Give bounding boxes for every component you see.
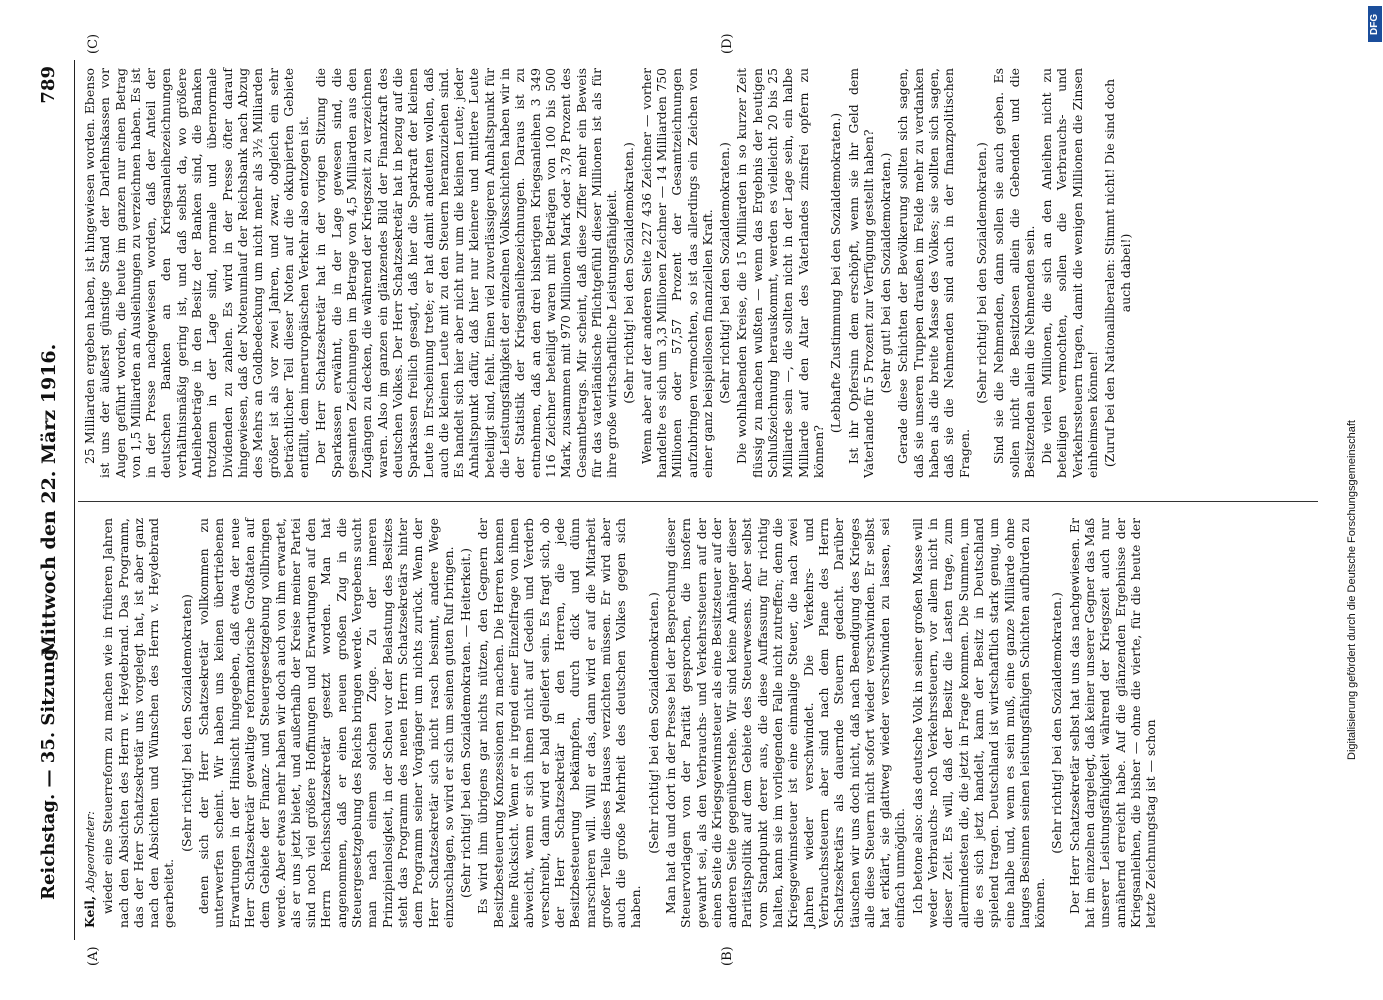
digitization-note: Digitalisierung gefördert durch die Deutsche Forschungsgemeinschaft (1346, 420, 1358, 760)
paragraph: denen sich der Herr Schatzsekretär vollkommen zu unterwerfen scheint. Wir haben uns keinen übertriebenen Erwartungen in der Hinsicht hingegeben, daß etwa der neue Herr Schatzsekretär gewaltige reformatorische Großtaten auf dem Gebiete der Finanz- und Steuergesetzgebung vollbringen werde. Aber etwas mehr haben wir doch auch von ihm erwartet, als er uns jetzt bietet, und außerhalb der Kreise meiner Partei sind noch viel größere Hoffnungen und Erwartungen auf den Herrn Reichsschatzsekretär gesetzt worden. Man hat angenommen, daß er einen neuen großen Zug in die Steuergesetzgebung des Reichs bringen werde. Vergebens sucht man nach einem solchen Zuge. Zu der inneren Prinzipienlosigkeit, in der Scheu vor der Belastung des Besitzes steht das Programm des neuen Herrn Schatzsekretärs hinter dem Programm seiner Vorgänger um nichts zurück. Wenn der Herr Schatzsekretär sich nicht rasch besinnt, andere Wege einzuschlagen, so wird er sich um seinen guten Ruf bringen. (196, 518, 456, 928)
column-divider (78, 501, 1318, 502)
right-column (82, 68, 1135, 478)
paragraph: Ist ihr Opfersinn dem erschöpft, wenn sie ihr Geld dem Vaterlande für 5 Prozent zur Verfügung gestellt haben? (845, 68, 876, 478)
header-rule (74, 60, 75, 940)
paragraph: Es wird ihm übrigens gar nichts nützen, den Gegnern der Besitzbesteuerung Konzessionen zu machen. Die Herren kennen keine Rücksicht. Wenn er in irgend einer Einzelfrage von ihnen abweicht, wenn er sich ihnen nicht auf Gedeih und Verderb verschreibt, dann wird er bald geliefert sein. Es fragt sich, ob der Herr Schatzsekretär in den Herren, die jede Besitzbesteuerung bekämpfen, durch dick und dünn marschieren will. Will er das, dann wird er auf die Mitarbeit großer Teile dieses Hauses verzichten müssen. Er wird aber auch die große Mehrheit des deutschen Volkes gegen sich haben. (475, 518, 644, 928)
speaker-line (82, 518, 98, 928)
interjection: (Lebhafte Zustimmung bei den Sozialdemokraten.) (828, 112, 844, 434)
paragraph: Die vielen Millionen, die sich an den Anleihen nicht zu beteiligen vermochten, sollen die Verbrauchs- und Verkehrssteuern tragen, damit die wenigen Millionen die Zinsen einheimsen können! (1039, 68, 1100, 478)
paragraph: Gerade diese Schichten der Bevölkerung sollten sich sagen, daß sie unseren Truppen draußen im Felde mehr zu verdanken haben als die breite Masse des Volkes; sie sollten sich sagen, daß sie die Nehmenden sind auch in der finanzpolitischen Fragen. (895, 68, 972, 478)
paragraph: Wenn aber auf der anderen Seite 227 436 Zeichner — vorher handelte es sich um 3,3 Millionen Zeichner — 14 Milliarden 750 Millionen oder 57,57 Prozent der Gesamtzeichnungen aufzubringen vermochten, so ist das allerdings ein Zeichen von einer ganz beispiellosen finanziellen Kraft. (638, 68, 715, 478)
paragraph: Man hat da und dort in der Presse bei der Besprechung dieser Steuervorlagen von der Parität gesprochen, die insofern gewahrt sei, als den Verbrauchs- und Verkehrssteuern auf der einen Seite die Kriegsgewinnsteuer als eine Besitzsteuer auf der anderen Seite gegenüberstehe. Wir sind keine Anhänger dieser Paritätspolitik auf dem Gebiete des Steuerwesens. Aber selbst vom Standpunkt derer aus, die diese Auffassung für richtig halten, kann sie im vorliegenden Falle nicht zutreffen; denn die Kriegsgewinnsteuer ist eine einmalige Steuer, die nach zwei Jahren wieder verschwindet. Die Verkehrs- und Verbrauchssteuern aber sind nach dem Plane des Herrn Schatzsekretärs als dauernde Steuern gedacht. Darüber täuschen wir uns doch nicht, daß nach Beendigung des Krieges alle diese Steuern nicht sofort wieder verschwinden. Er selbst hat erklärt, sie glattweg wieder verschwinden zu lassen, sei einfach unmöglich. (662, 518, 908, 928)
speaker-role: Abgeordneter: (84, 810, 97, 892)
interjection: (Sehr richtig! bei den Sozialdemokraten.) (1049, 592, 1065, 854)
interjection: (Sehr gut! bei den Sozialdemokraten.) (878, 152, 894, 394)
paragraph: wieder eine Steuerreform zu machen wie in früheren Jahren nach den Absichten des Herrn v. Heydebrand. Das Programm, das der Herr Schatzsekretär uns vorgelegt hat, ist aber ganz nach den Absichten und Wünschen des Herrn v. Heydebrand gearbeitet. (100, 518, 177, 928)
header-session-title: Reichstag. — 35. Sitzung. (38, 642, 59, 900)
interjection: (Sehr richtig! bei den Sozialdemokraten.) (621, 142, 637, 404)
paragraph: Der Herr Schatzsekretär selbst hat uns das nachgewiesen. Er hat im einzelnen dargelegt, daß keiner unserer Gegner das Maß unserer Leistungsfähigkeit während der Kriegszeit auch nur annähernd erreicht habe. Auf die glänzenden Ergebnisse der Kriegsanleihen, die bisher — ohne die vierte, für die heute der letzte Zeichnungstag ist — schon (1066, 518, 1159, 928)
margin-marker-d: (D) (720, 33, 735, 54)
page-header (30, 60, 70, 940)
interjection: (Sehr richtig! bei den Sozialdemokraten. — Heiterkeit.) (458, 548, 474, 898)
header-date: Mittwoch den 22. März 1916. (38, 343, 60, 657)
interjection: (Zuruf bei den Nationalliberalen: Stimmt nicht! Die sind doch auch dabei!) (1102, 78, 1133, 468)
page-number: 789 (38, 66, 59, 104)
dfg-logo: DFG (1368, 6, 1382, 42)
speaker-name: Keil, (82, 895, 97, 928)
margin-marker-b: (B) (720, 946, 735, 966)
margin-marker-a: (A) (86, 946, 101, 966)
margin-marker-c: (C) (86, 33, 101, 54)
left-column (82, 518, 1160, 928)
interjection: (Sehr richtig! bei den Sozialdemokraten) (178, 594, 194, 852)
paragraph: Sind sie die Nehmenden, dann sollen sie auch geben. Es sollen nicht die Besitzlosen allein die Gebenden und die Besitzenden allein die Nehmenden sein. (991, 68, 1037, 478)
interjection: (Sehr richtig! bei den Sozialdemokraten.) (645, 592, 661, 854)
paragraph: Der Herr Schatzsekretär hat in der vorigen Sitzung die Sparkassen erwähnt, die in der Lage gewesen sind, die gesamten Zeichnungen im Betrage von 4,5 Milliarden aus den Zugängen zu decken, die während der Kriegszeit zu verzeichnen waren. Also im ganzen ein glänzendes Bild der Finanzkraft des deutschen Volkes. Der Herr Schatzsekretär hat in bezug auf die Sparkassen freilich gesagt, daß hier die Sparkraft der kleinen Leute in Erscheinung trete; er hat damit andeuten wollen, daß auch die kleinen Leute mit zu den Steuern heranzuziehen sind. Es handelt sich hier aber nicht nur um die kleinen Leute; jeder Anhaltspunkt dafür, daß hier nur kleinere und mittlere Leute beteiligt sind, fehlt. Einen viel zuverlässigeren Anhaltspunkt für die Leistungsfähigkeit der einzelnen Volksschichten haben wir in der Statistik der Kriegsanleihezeichnungen. Daraus ist zu entnehmen, daß an den drei bisherigen Kriegsanleihen 3 349 116 Zeichner beteiligt waren mit Beträgen von 100 bis 500 Mark, zusammen mit 970 Millionen Mark oder 3,78 Prozent des Gesamtbetrags. Mir scheint, daß diese Ziffer mehr ein Beweis für das vaterländische Pflichtgefühl dieser Millionen ist als für ihre große wirtschaftliche Leistungsfähigkeit. (313, 68, 620, 478)
interjection: (Sehr richtig! bei den Sozialdemokraten.) (973, 142, 989, 404)
paragraph: Ich betone also: das deutsche Volk in seiner großen Masse will weder Verbrauchs- noch Verkehrssteuern, vor allem nicht in dieser Zeit. Es will, daß der Besitz die Lasten trage, zum allermindesten die, die jetzt in Frage kommen. Die Summen, um die es sich jetzt handelt, kann der Besitz in Deutschland spielend tragen. Deutschland ist wirtschaftlich stark genug, um eine halbe und, wenn es sein muß, eine ganze Milliarde ohne langes Besinnen seinen leistungsfähigen Schichten aufbürden zu können. (909, 518, 1048, 928)
interjection: (Sehr richtig! bei den Sozialdemokraten.) (717, 142, 733, 404)
paragraph: 25 Milliarden ergeben haben, ist hingewiesen worden. Ebenso ist uns der äußerst günstige Stand der Darlehnskassen vor Augen geführt worden, die heute im ganzen nur einen Betrag von 1,5 Milliarden an Ausleihungen zu verzeichnen haben. Es ist in der Presse nachgewiesen worden, daß der Anteil der deutschen Banken an den Kriegsanleihezeichnungen verhältnismäßig gering ist, und daß selbst da, wo größere Anleihebeträge in den Besitz der Banken sind, die Banken trotzdem in der Lage sind, normale und übernormale Dividenden zu zahlen. Es wird in der Presse öfter darauf hingewiesen, daß der Notenumlauf der Reichsbank nach Abzug des Mehrs an Goldbedeckung um nicht mehr als 3½ Milliarden größer ist als vor zwei Jahren, und zwar, obgleich ein sehr beträchtlicher Teil dieser Noten auf die okkupierten Gebiete entfällt, dem inneruropäischen Verkehr also entzogen ist. (82, 68, 312, 478)
rotated-newspaper-page (30, 33, 1330, 966)
paragraph: Die wohlhabenden Kreise, die 15 Milliarden in so kurzer Zeit flüssig zu machen wußten — wenn das Ergebnis der heutigen Schlußzeichnung herauskommt, werden es vielleicht 20 bis 25 Milliarde sein —, die sollten nicht in der Lage sein, ein halbe Milliarde auf den Altar des Vaterlandes zinsfrei opfern zu können? (734, 68, 826, 478)
